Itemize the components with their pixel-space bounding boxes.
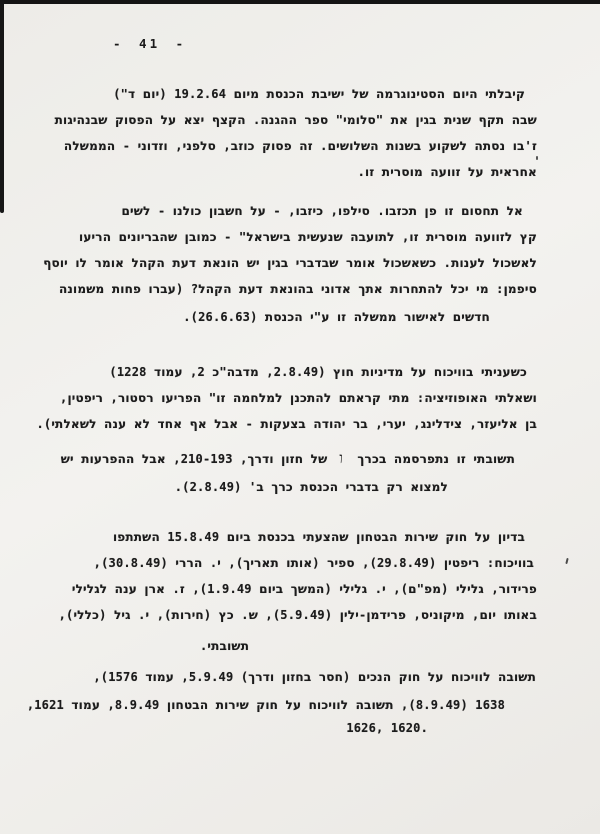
scan-speck-artifact	[565, 558, 568, 564]
text-line: קץ לזוועה מוסרית זו, לתועבה שנעשית בישראל" - כמובן שהבריונים הריעו	[79, 230, 537, 244]
scan-speck-artifact	[536, 156, 538, 160]
text-line: ז'בו נסתה לשקוע בשנות השלושים. זה פסוק כוזב, סלפני, וזדוני - הממשלה	[63, 139, 537, 153]
text-line: 1638 (8.9.49), תשובה לוויכוח על חוק שירות הבטחון 8.9.49, עמוד 1621,	[26, 698, 505, 712]
page-number: - 41 -	[113, 36, 187, 51]
text-line: באותו יום, מיקוניס, פרידמן-ילין (5.9.49), ש. כץ (חירות), י. גיל (כללי),	[58, 608, 537, 622]
scan-left-edge-artifact	[0, 0, 4, 213]
text-line: סיפמן: מי יכל להתחרות אתך אדוני בהונאת דעת הקהל? (עברו פחות משמונה	[58, 282, 537, 296]
text-line: קיבלתי היום הסטינוגרמה של ישיבת הכנסת מיום 19.2.64 (יום ד")	[113, 87, 525, 101]
text-line: ושאלתי האופוזיציה: מתי קראתם להתכנן למלחמה זו" הפריעו רסטור, ריפטין,	[60, 391, 537, 405]
text-line: אחראית על זוועה מוסרית זו.	[357, 165, 537, 179]
text-line: לאשכול לענות. כשאשכול אומר שבדברי בגין יש הונאת דעת הקהל אומר לו יוסף	[43, 256, 537, 270]
text-line: בוויכוח: ריפטין (29.8.49), ספיר (אותו תאריך), י. הררי (30.8.49),	[93, 556, 534, 570]
handwritten-annotation: ו	[338, 448, 345, 468]
text-line: 1626, 1620.	[346, 721, 428, 735]
text-line: חדשים לאישור ממשלה זו ע"י הכנסת (26.6.63).	[183, 310, 490, 324]
text-line: תשובה לוויכוח על חוק הנכים (חסר בחזון ודרך) 5.9.49, עמוד 1576),	[93, 670, 536, 684]
text-segment: של חזון ודרך, 210-193, אבל ההפרעות יש	[60, 452, 328, 466]
text-line: למצוא רק בדברי הכנסת כרך ב' (2.8.49).	[174, 480, 448, 494]
text-line: שבה תקף שנית בגין את "סלומי" ספר ההגנה. הקצף יצא על הפסוק שבנהיגות	[54, 113, 537, 127]
scan-top-edge-artifact	[0, 0, 600, 4]
text-line: בדיון על חוק שירות הבטחון שהצעתי בכנסת ביום 15.8.49 השתתפו	[112, 530, 525, 544]
text-segment: תשובתי זו נתפרסמה בכרך	[357, 452, 515, 466]
text-line: כשעניתי בוויכוח על מדיניות חוץ (2.8.49, מדבה"כ 2, עמוד 1228)	[109, 365, 527, 379]
text-line: פרידור, גלילי (מפ"ם), י. גלילי (המשך ביום 1.9.49), ז. ארן ענה לגלילי	[71, 582, 537, 596]
text-line: תשובתי.	[200, 639, 250, 653]
text-line	[60, 448, 515, 468]
text-line: אל תחסום זו פן תכזבו. סילפו, כיזבו, - על חשבון כולנו - לשים	[121, 204, 523, 218]
text-line: בן אליעזר, צידלינג, יערי, בר יהודה בצעקות - אבל אף אחד לא ענה לשאלתי).	[36, 417, 537, 431]
